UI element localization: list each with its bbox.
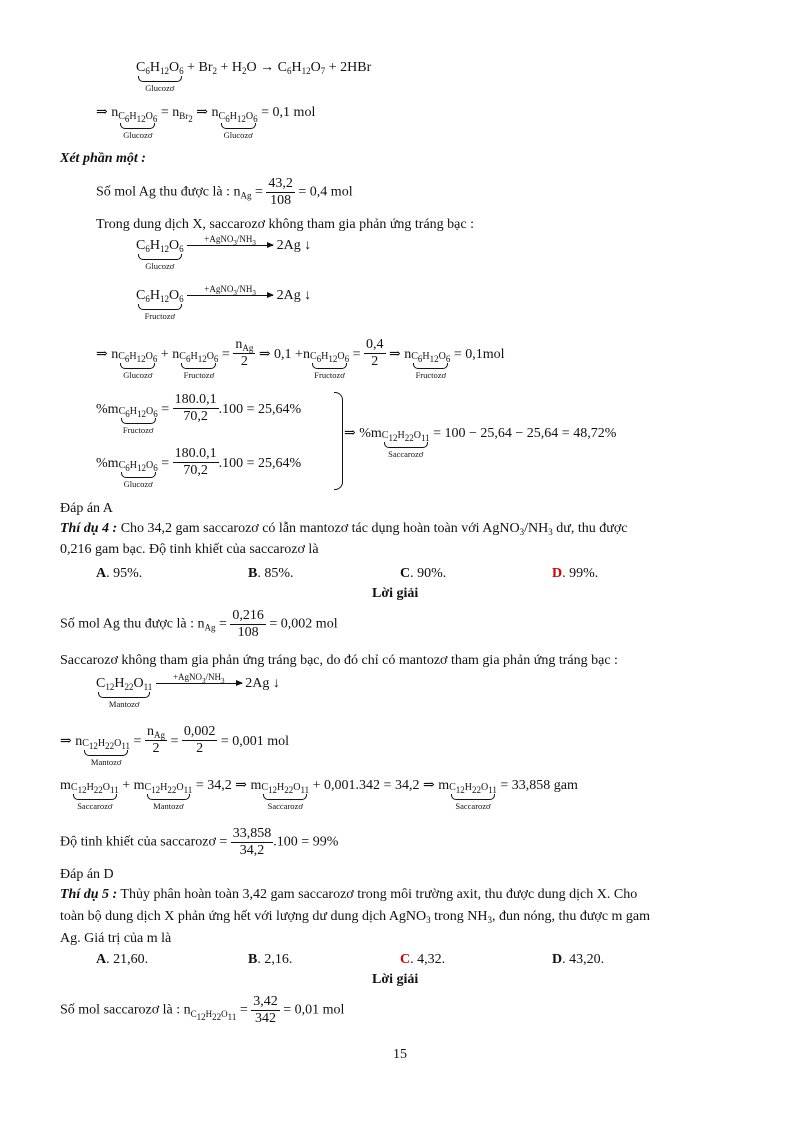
ex5-question-line1: Thí dụ 5 : Thủy phân hoàn toàn 3,42 gam saccarozơ trong môi trường axit, thu được dung dịch X. Cho xyxy=(60,887,638,902)
ex5-option-c[interactable]: C. 4,32. xyxy=(400,952,446,967)
ex4-option-b[interactable]: B. 85%. xyxy=(248,566,294,581)
ex4-option-a[interactable]: A. 95%. xyxy=(96,566,143,581)
ex5-option-d[interactable]: D. 43,20. xyxy=(552,952,605,967)
ex4-question-line1: Thí dụ 4 : Cho 34,2 gam saccarozơ có lẫn mantozơ tác dụng hoàn toàn với $AgNO_3/NH_3$ dư, thu được xyxy=(60,521,628,537)
answer-a: Đáp án A xyxy=(60,501,113,516)
ex4-solution-heading: Lời giải xyxy=(372,586,419,601)
ex4-maltose-mol: ⇒ n $C_{12}H_{22}O_{11}$ Mantozơ = $n_{Ag}$ 2 = $\frac{0,002}{2}$ = 0,001 mol xyxy=(60,724,290,767)
ex4-option-d[interactable]: D. 99%. xyxy=(552,566,599,581)
ex5-question-line3: Ag. Giá trị của m là xyxy=(60,931,172,946)
page-number: 15 xyxy=(393,1047,407,1062)
glucose-label: Glucozơ xyxy=(145,83,175,93)
note-saccharose: Trong dung dịch X, saccarozơ không tham gia phản ứng tráng bạc : xyxy=(96,217,474,232)
pct-glucose-line: %m $C_6H_{12}O_6$ Glucozơ = $\frac{180.0,1}{70,2}$ .100 = 25,64% xyxy=(96,446,302,489)
ex4-reaction-maltose: $C_{12}H_{22}O_{11}$ Mantozơ $+AgNO_3/NH_3$ 2Ag ↓ xyxy=(96,672,280,709)
ex5-solution-heading: Lời giải xyxy=(372,972,419,987)
reaction-glucose-silver: $C_6H_{12}O_6$ Glucozơ $+AgNO_3/NH_3$ 2Ag ↓ xyxy=(136,234,312,271)
ex4-mass-equation: m $C_{12}H_{22}O_{11}$ Saccarozơ + m $C_{12}H_{22}O_{11}$ Mantozơ = 34,2 ⇒ m $C_{12}H_{22}O_{11}$ Saccarozơ + 0,001.342 = 34,2 ⇒ m $C_{12}H_{22}O_{11}$ Saccarozơ = 33,858 gam xyxy=(60,778,578,811)
pct-fructose-line: %m $C_6H_{12}O_6$ Fructozơ = $\frac{180.0,1}{70,2}$ .100 = 25,64% xyxy=(96,392,302,435)
ag-mol-line: Số mol Ag thu được là : $n_{Ag}$ = $\frac{43,2}{108}$ = 0,4 mol xyxy=(96,176,353,208)
ex4-ag-mol-line: Số mol Ag thu được là : $n_{Ag}$ = $\frac{0,216}{108}$ = 0,002 mol xyxy=(60,608,338,640)
ex4-option-c[interactable]: C. 90%. xyxy=(400,566,447,581)
ex5-question-line2: toàn bộ dung dịch X phản ứng hết với lượng dư dung dịch AgNO$_3$ trong $NH_3$, đun nóng, thu được m gam xyxy=(60,909,651,925)
reaction-glucose-bromine: $C_6H_{12}O_6$ Glucozơ + $Br_2 + H_2O \to C_6H_{12}O_7 + 2HBr$ xyxy=(136,60,372,93)
reaction-fructose-silver: $C_6H_{12}O_6$ Fructozơ $+AgNO_3/NH_3$ 2Ag ↓ xyxy=(136,284,312,321)
ex4-purity: Độ tinh khiết của saccarozơ = $\frac{33,858}{34,2}$ .100 = 99% xyxy=(60,826,339,858)
ex5-option-a[interactable]: A. 21,60. xyxy=(96,952,149,967)
ex5-saccharose-mol: Số mol saccarozơ là : $n_{C_{12}H_{22}O_{11}}$ = $\frac{3,42}{342}$ = 0,01 mol xyxy=(60,994,345,1026)
ex4-question-line2: 0,216 gam bạc. Độ tinh khiết của saccarozơ là xyxy=(60,542,319,557)
ex5-option-b[interactable]: B. 2,16. xyxy=(248,952,293,967)
glucose-mol-equation: ⇒ n $C_6H_{12}O_6$ Glucozơ = $n_{Br_2}$ ⇒ n $C_6H_{12}O_6$ Glucozơ = 0,1 mol xyxy=(96,105,316,140)
heading-part-one: Xét phần một : xyxy=(60,151,146,166)
ex4-note: Saccarozơ không tham gia phản ứng tráng bạc, do đó chỉ có mantozơ tham gia phản ứng tráng bạc : xyxy=(60,653,618,668)
pct-saccharose-line: ⇒ %m $C_{12}H_{22}O_{11}$ Saccarozơ = 100 − 25,64 − 25,64 = 48,72% xyxy=(344,426,617,459)
answer-d: Đáp án D xyxy=(60,867,114,882)
brace-right xyxy=(334,392,343,490)
mol-sum-equation: ⇒ n $C_6H_{12}O_6$ Glucozơ + n $C_6H_{12}O_6$ Fructozơ = $n_{Ag}$ 2 ⇒ 0,1 +n $C_6H_{12}O_6$ Fructozơ = $\frac{0,4}{2}$ ⇒ n $C_6H_{12}O_6$ Fructozơ = 0,1mol xyxy=(96,337,505,380)
